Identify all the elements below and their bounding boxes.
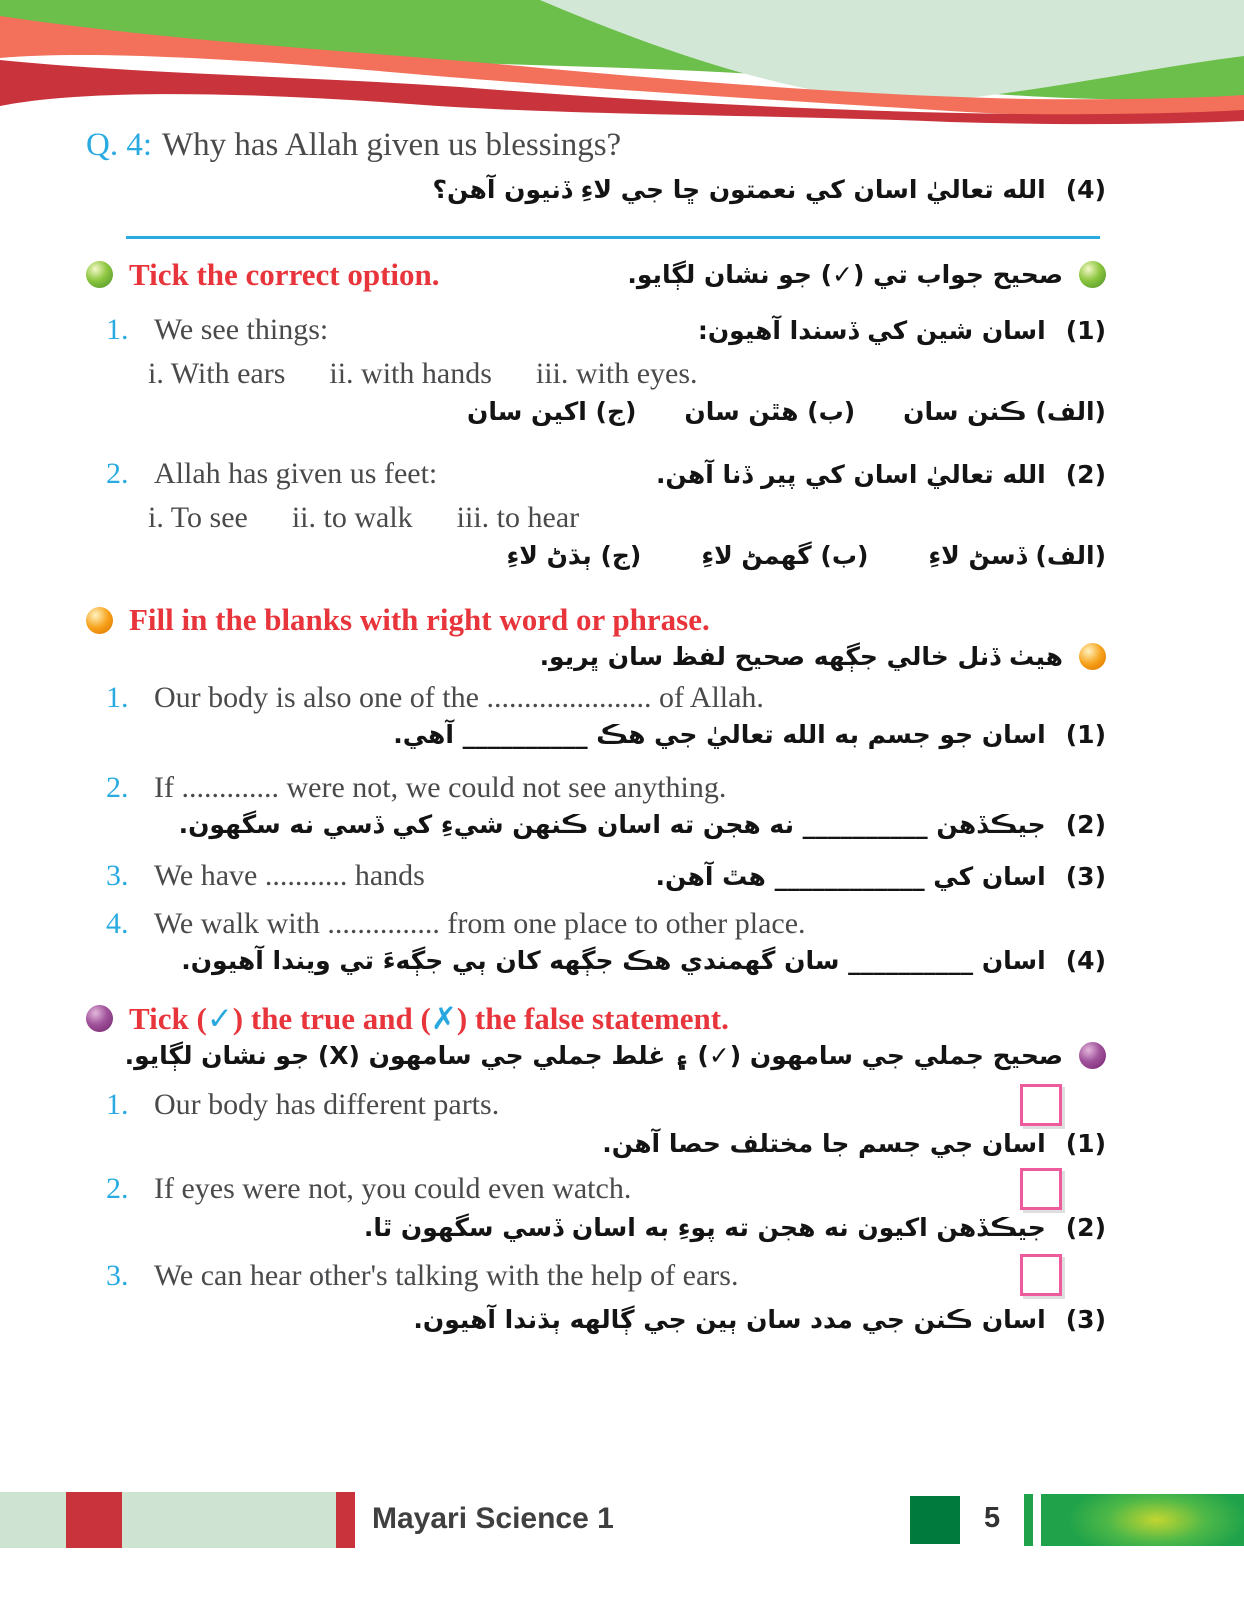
question-4-sindhi-number: (4) bbox=[1065, 174, 1106, 204]
mcq-item-2-english bbox=[86, 455, 437, 493]
option-be: (ب) هٿن سان bbox=[684, 397, 856, 427]
section-truefalse-title-sindhi-wrap bbox=[86, 1041, 1106, 1070]
mcq-item-1 bbox=[86, 311, 1106, 349]
option-alif: (الف) ڏسڻ لاءِ bbox=[928, 540, 1106, 570]
green-sphere-bullet-icon bbox=[86, 261, 113, 288]
mcq-item-2-sindhi-text: الله تعاليٰ اسان کي پير ڏنا آهن. bbox=[655, 459, 1046, 489]
fill-item-2-english bbox=[86, 769, 1106, 807]
option-i: i. With ears bbox=[148, 357, 286, 391]
section-tick-header-left bbox=[86, 257, 440, 293]
fill-item-2-sindhi bbox=[86, 807, 1106, 843]
fill-item-1-sindhi bbox=[86, 717, 1106, 753]
title-part: Tick ( bbox=[129, 1000, 207, 1036]
item-number: 3. bbox=[106, 858, 129, 892]
truefalse-item-2-english bbox=[86, 1170, 631, 1208]
fill-item-3 bbox=[86, 857, 1106, 895]
truefalse-item-1-english bbox=[86, 1086, 499, 1124]
question-4-text: Why has Allah given us blessings? bbox=[162, 127, 622, 163]
fill-item-3-english bbox=[86, 857, 425, 895]
truefalse-item-1 bbox=[86, 1084, 1106, 1126]
mcq-item-1-sindhi bbox=[698, 313, 1106, 349]
mcq-item-2-options-sindhi bbox=[86, 537, 1106, 575]
option-i: i. To see bbox=[148, 500, 248, 534]
question-4-english bbox=[86, 126, 1106, 166]
fill-item-3-sindhi-text: اسان کي ____________ هٿ آهن. bbox=[655, 861, 1046, 891]
item-number: 1. bbox=[106, 681, 129, 715]
item-number-sindhi: (1) bbox=[1065, 315, 1106, 345]
footer-gradient-bar bbox=[1041, 1494, 1244, 1546]
truefalse-item-3 bbox=[86, 1254, 1106, 1296]
item-number: 2. bbox=[106, 456, 129, 490]
footer-green-stripe bbox=[1024, 1494, 1033, 1546]
orange-sphere-bullet-icon bbox=[1079, 643, 1106, 670]
book-title: Mayari Science 1 bbox=[372, 1502, 614, 1535]
option-alif: (الف) ڪنن سان bbox=[903, 397, 1106, 427]
truefalse-item-2 bbox=[86, 1168, 1106, 1210]
item-number-sindhi: (3) bbox=[1065, 1305, 1106, 1335]
item-number: 4. bbox=[106, 907, 129, 941]
section-truefalse-title-sindhi: صحيح جملي جي سامهون (✓) ۽ غلط جملي جي سامهون (X) جو نشان لڳايو. bbox=[124, 1040, 1063, 1070]
item-number-sindhi: (1) bbox=[1065, 719, 1106, 749]
option-be: (ب) گهمڻ لاءِ bbox=[701, 540, 869, 570]
fill-item-1-text: Our body is also one of the ...................... of Allah. bbox=[154, 681, 764, 715]
purple-sphere-bullet-icon bbox=[1079, 1042, 1106, 1069]
fill-item-1-english bbox=[86, 679, 1106, 717]
item-number-sindhi: (2) bbox=[1065, 1213, 1106, 1243]
mcq-item-2 bbox=[86, 455, 1106, 493]
question-4-sindhi-text: الله تعاليٰ اسان کي نعمتون ڇا جي لاءِ ڏنيون آهن؟ bbox=[432, 174, 1046, 204]
truefalse-item-1-sindhi bbox=[86, 1126, 1106, 1162]
truefalse-item-2-sindhi bbox=[86, 1210, 1106, 1246]
page-number: 5 bbox=[984, 1502, 1001, 1534]
item-number-sindhi: (3) bbox=[1065, 861, 1106, 891]
footer-red-block bbox=[336, 1492, 355, 1548]
mcq-item-1-options-sindhi bbox=[86, 393, 1106, 431]
fill-item-4-sindhi bbox=[86, 943, 1106, 979]
section-tick-title-sindhi: صحيح جواب تي (✓) جو نشان لڳايو. bbox=[627, 260, 1063, 290]
section-fill-title-sindhi: هيٺ ڏنل خالي جڳهه صحيح لفظ سان ڀريو. bbox=[539, 642, 1063, 672]
item-number-sindhi: (4) bbox=[1065, 945, 1106, 975]
title-part: ) the false statement. bbox=[456, 1000, 729, 1036]
truefalse-item-3-sindhi-text: اسان ڪنن جي مدد سان ٻين جي ڳالهه ٻڌندا آهيون. bbox=[413, 1305, 1046, 1335]
section-divider-line bbox=[126, 236, 1100, 239]
truefalse-item-2-text: If eyes were not, you could even watch. bbox=[154, 1172, 632, 1206]
mcq-item-1-english bbox=[86, 311, 328, 349]
title-part: ) the true and ( bbox=[232, 1000, 431, 1036]
section-truefalse-header bbox=[86, 1001, 1106, 1037]
fill-item-3-sindhi bbox=[655, 859, 1106, 895]
truefalse-item-1-text: Our body has different parts. bbox=[154, 1088, 500, 1122]
fill-item-4-sindhi-text: اسان __________ سان گهمندي هڪ جڳهه کان ٻي جڳهءَ تي ويندا آهيون. bbox=[181, 945, 1046, 975]
item-number-sindhi: (2) bbox=[1065, 809, 1106, 839]
footer-red-block bbox=[66, 1492, 122, 1548]
footer-left-bar bbox=[0, 1492, 355, 1548]
section-fill-header bbox=[86, 602, 1106, 638]
fill-item-2-text: If ............. were not, we could not see anything. bbox=[154, 771, 727, 805]
section-tick-title: Tick the correct option. bbox=[129, 256, 440, 292]
truefalse-item-3-text: We can hear other's talking with the help of ears. bbox=[154, 1258, 739, 1292]
item-number: 3. bbox=[106, 1258, 129, 1292]
section-fill-title: Fill in the blanks with right word or phrase. bbox=[129, 602, 710, 638]
mcq-item-1-sindhi-text: اسان شين کي ڏسندا آهيون: bbox=[697, 315, 1046, 345]
page-content bbox=[0, 122, 1244, 1339]
mcq-item-1-options-english bbox=[86, 357, 1106, 391]
option-jim: (ج) ٻڌڻ لاءِ bbox=[506, 540, 642, 570]
green-sphere-bullet-icon bbox=[1079, 261, 1106, 288]
mcq-item-2-text: Allah has given us feet: bbox=[154, 456, 438, 490]
item-number: 1. bbox=[106, 1088, 129, 1122]
option-ii: ii. with hands bbox=[329, 357, 492, 391]
mcq-item-1-text: We see things: bbox=[154, 312, 329, 346]
mcq-item-2-options-english bbox=[86, 501, 1106, 535]
footer-green-square bbox=[910, 1496, 960, 1544]
question-4-sindhi bbox=[86, 172, 1106, 208]
item-number-sindhi: (1) bbox=[1065, 1128, 1106, 1158]
option-iii: iii. with eyes. bbox=[535, 357, 698, 391]
option-jim: (ج) اکين سان bbox=[467, 397, 637, 427]
header-wave-banner bbox=[0, 0, 1244, 125]
truefalse-item-3-english bbox=[86, 1257, 738, 1295]
option-ii: ii. to walk bbox=[291, 500, 413, 534]
truefalse-item-1-sindhi-text: اسان جي جسم جا مختلف حصا آهن. bbox=[602, 1128, 1046, 1158]
question-4-label: Q. 4: bbox=[86, 127, 152, 163]
true-false-checkbox[interactable] bbox=[1020, 1084, 1062, 1126]
truefalse-item-3-sindhi bbox=[86, 1302, 1106, 1338]
fill-item-3-text: We have ........... hands bbox=[154, 858, 425, 892]
true-false-checkbox[interactable] bbox=[1020, 1168, 1062, 1210]
fill-item-1-sindhi-text: اسان جو جسم به الله تعاليٰ جي هڪ __________ آهي. bbox=[393, 719, 1046, 749]
item-number: 1. bbox=[106, 312, 129, 346]
fill-item-4-english bbox=[86, 905, 1106, 943]
cross-mark-icon: ✗ bbox=[430, 1000, 457, 1037]
section-tick-title-sindhi-wrap bbox=[627, 260, 1106, 289]
item-number: 2. bbox=[106, 771, 129, 805]
mcq-item-2-sindhi bbox=[656, 457, 1106, 493]
page-footer bbox=[0, 1490, 1244, 1548]
purple-sphere-bullet-icon bbox=[86, 1005, 113, 1032]
tick-mark-icon: ✓ bbox=[206, 1000, 233, 1037]
orange-sphere-bullet-icon bbox=[86, 607, 113, 634]
item-number: 2. bbox=[106, 1172, 129, 1206]
section-fill-title-sindhi-wrap bbox=[86, 642, 1106, 671]
truefalse-item-2-sindhi-text: جيڪڏهن اکيون نه هجن ته پوءِ به اسان ڏسي سگهون ٿا. bbox=[363, 1213, 1046, 1243]
section-truefalse-title bbox=[129, 1001, 729, 1037]
fill-item-2-sindhi-text: جيڪڏهن __________ نه هجن ته اسان ڪنهن شيءِ کي ڏسي نه سگهون. bbox=[178, 809, 1046, 839]
true-false-checkbox[interactable] bbox=[1020, 1254, 1062, 1296]
section-tick-header bbox=[86, 257, 1106, 293]
fill-item-4-text: We walk with ............... from one place to other place. bbox=[154, 907, 806, 941]
item-number-sindhi: (2) bbox=[1065, 459, 1106, 489]
option-iii: iii. to hear bbox=[456, 500, 580, 534]
